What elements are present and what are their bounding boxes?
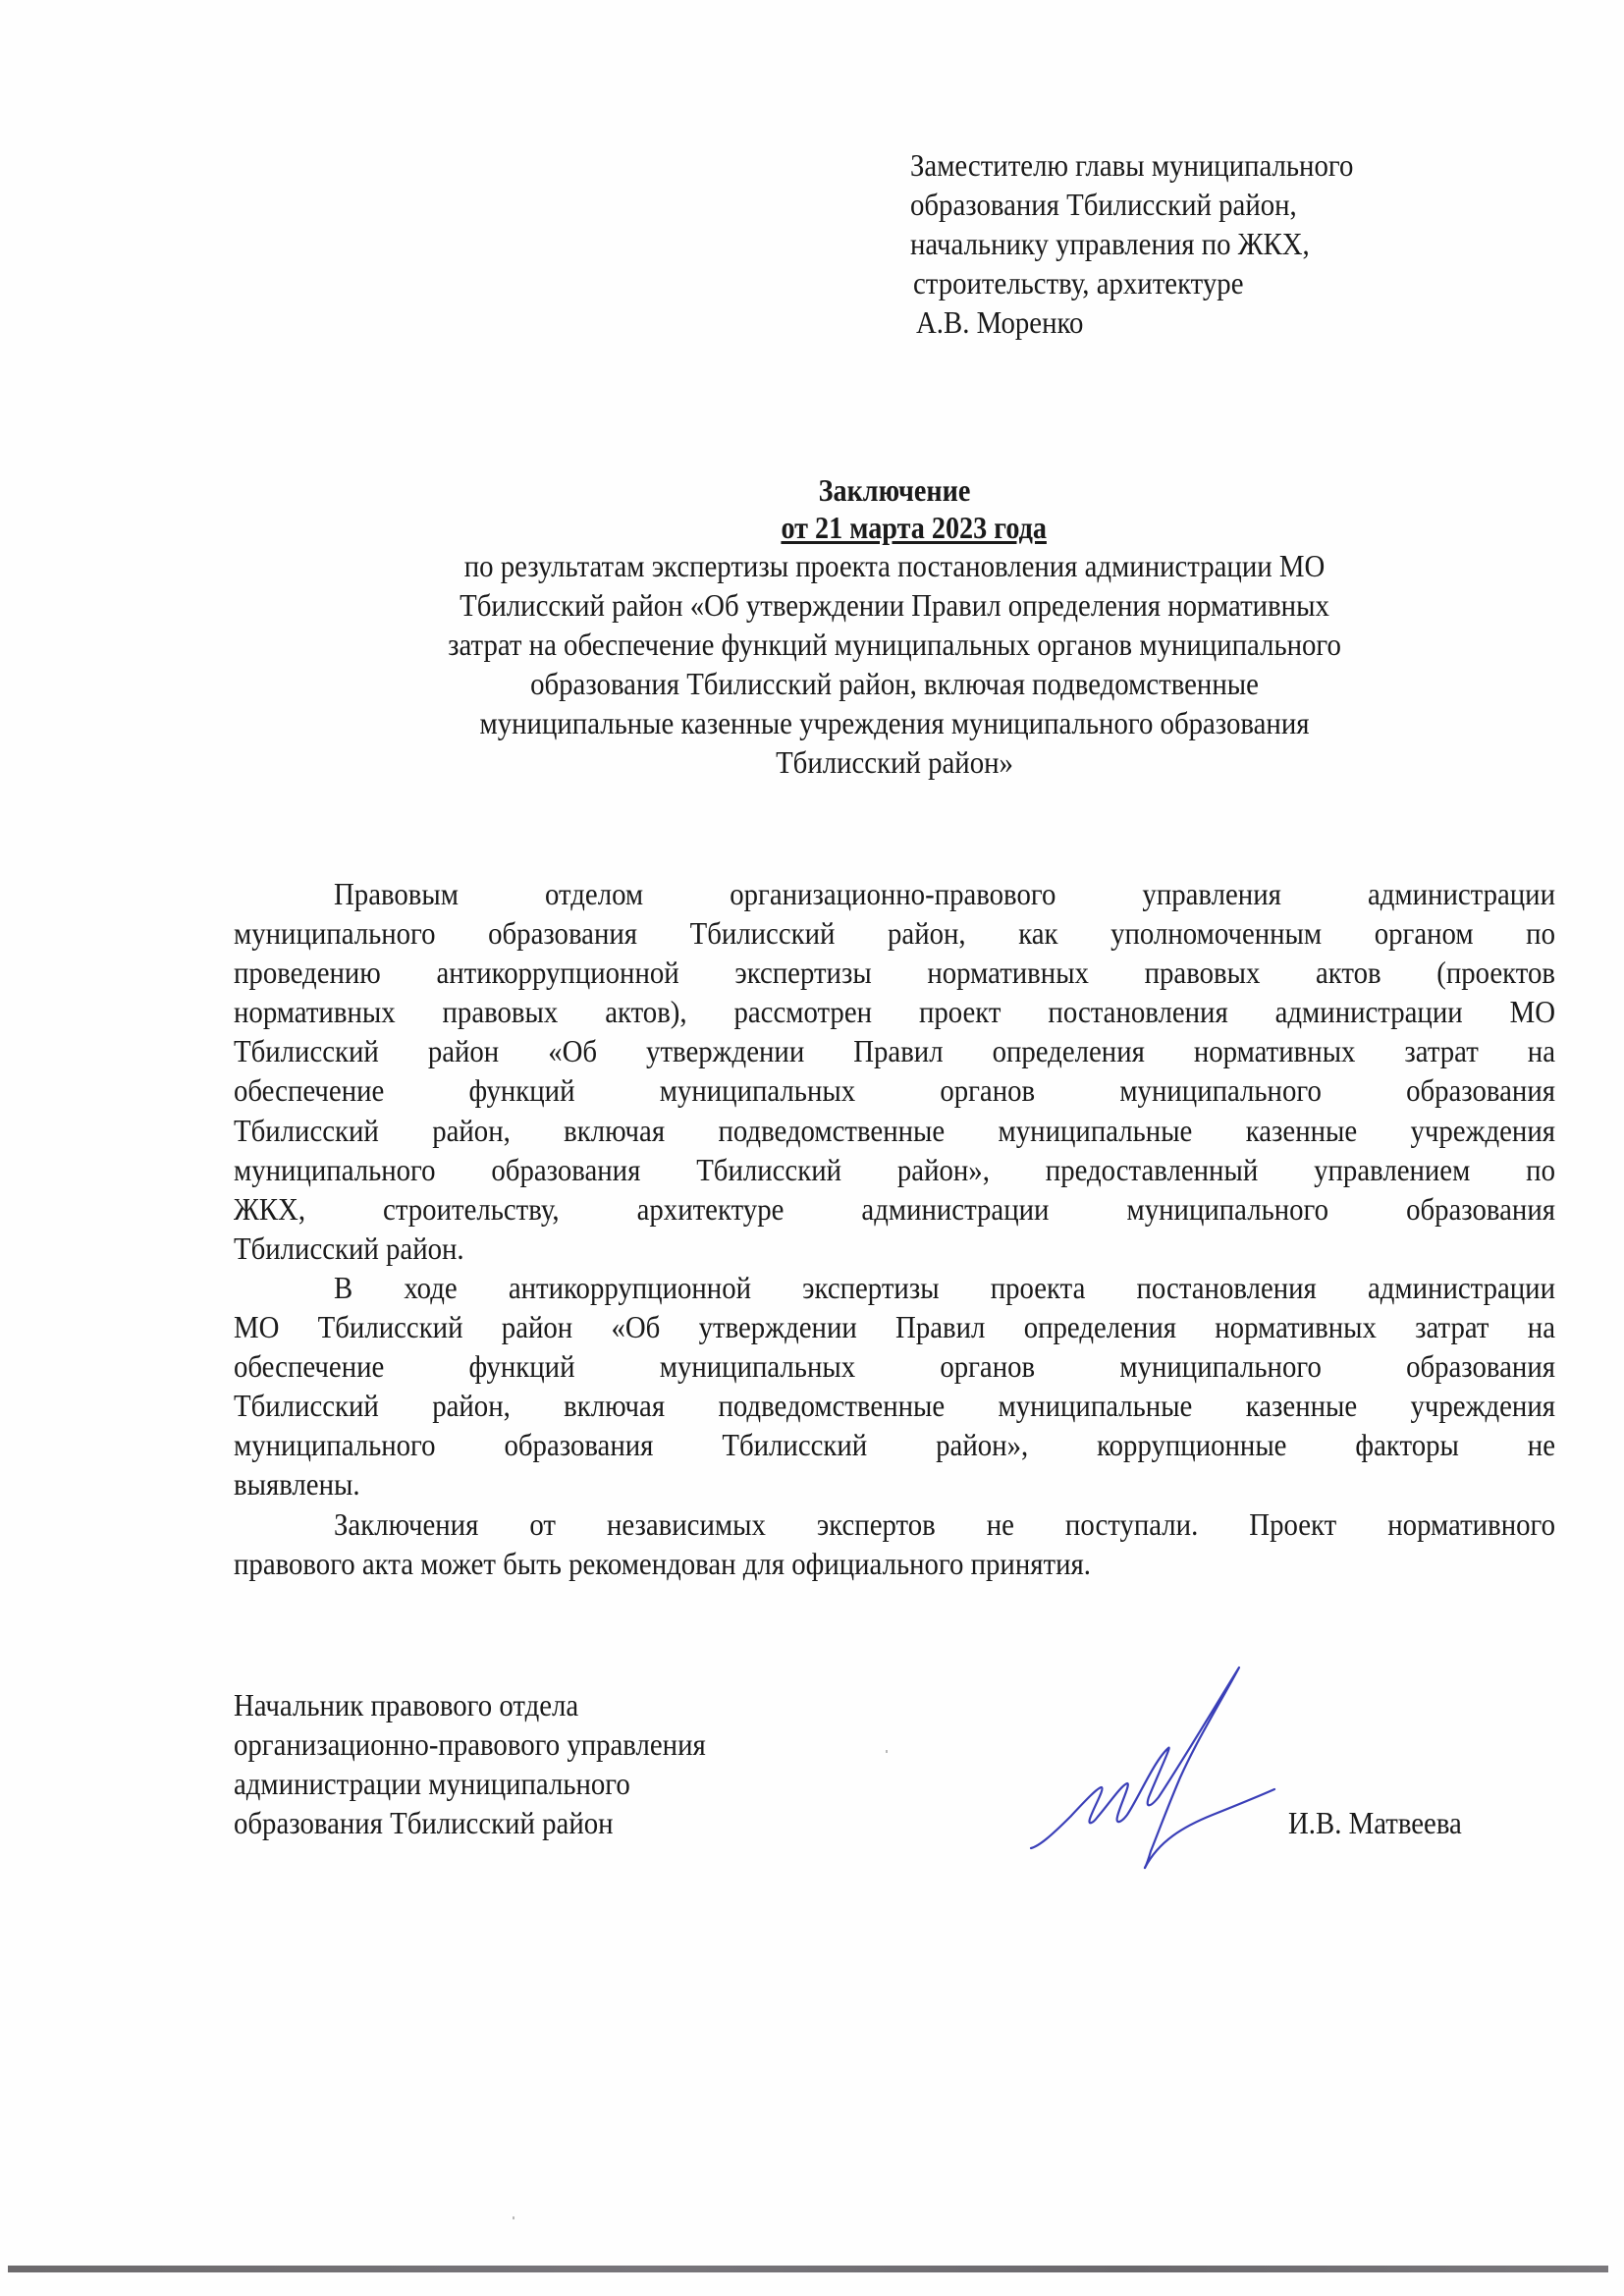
body-line: Тбилисский район «Об утверждении Правил определения нормативных затрат на bbox=[234, 1033, 1555, 1069]
signatory-position bbox=[234, 1685, 758, 1842]
body-line: муниципального образования Тбилисский район, как уполномоченным органом по bbox=[234, 915, 1555, 952]
body-line: обеспечение функций муниципальных органов муниципального образования bbox=[234, 1072, 1555, 1109]
signature-stroke bbox=[1031, 1667, 1239, 1868]
body-line: ЖКХ, строительству, архитектуре администрации муниципального образования bbox=[234, 1190, 1555, 1227]
body-line: Заключения от независимых экспертов не поступали. Проект нормативного bbox=[334, 1505, 1555, 1542]
signature-stroke bbox=[1145, 1789, 1274, 1868]
body-line: муниципального образования Тбилисский район», предоставленный управлением по bbox=[234, 1151, 1555, 1187]
body-line: проведению антикоррупционной экспертизы нормативных правовых актов (проектов bbox=[234, 955, 1555, 991]
body-line: нормативных правовых актов), рассмотрен проект постановления администрации МО bbox=[234, 994, 1555, 1030]
body-paragraph bbox=[234, 874, 1555, 1268]
body-line: Тбилисский район, включая подведомственные муниципальные казенные учреждения bbox=[234, 1112, 1555, 1148]
body-paragraph bbox=[234, 1268, 1555, 1504]
body-line: В ходе антикоррупционной экспертизы проекта постановления администрации bbox=[334, 1269, 1555, 1305]
addressee-block bbox=[910, 145, 1597, 342]
subject-line: Тбилисский район» bbox=[776, 744, 1013, 780]
body-line: МО Тбилисский район «Об утверждении Правил определения нормативных затрат на bbox=[234, 1309, 1555, 1345]
scan-edge-bar bbox=[8, 2266, 1608, 2272]
subject-line: Тбилисский район «Об утверждении Правил определения нормативных bbox=[460, 587, 1329, 623]
body-paragraph bbox=[234, 1504, 1555, 1583]
position-line: организационно-правового управления bbox=[234, 1726, 706, 1762]
handwritten-signature-icon bbox=[1011, 1640, 1286, 1895]
body-line: Тбилисский район. bbox=[234, 1230, 464, 1266]
body-line: Тбилисский район, включая подведомственные муниципальные казенные учреждения bbox=[234, 1388, 1555, 1424]
body-line: Правовым отделом организационно-правового управления администрации bbox=[334, 876, 1555, 911]
body-line: правового акта может быть рекомендован для официального принятия. bbox=[234, 1545, 1091, 1581]
document-title: Заключение bbox=[818, 472, 971, 508]
addressee-line: Заместителю главы муниципального bbox=[910, 147, 1354, 183]
subject-line: образования Тбилисский район, включая подведомственные bbox=[530, 666, 1259, 701]
position-line: администрации муниципального bbox=[234, 1766, 630, 1801]
addressee-line: начальнику управления по ЖКХ, bbox=[910, 226, 1310, 261]
document-date: от 21 марта 2023 года bbox=[781, 510, 1048, 545]
subject-line: муниципальные казенные учреждения муниципального образования bbox=[479, 705, 1310, 740]
body-line: обеспечение функций муниципальных органов муниципального образования bbox=[234, 1348, 1555, 1385]
scan-speck bbox=[886, 1750, 888, 1753]
body-line: выявлены. bbox=[234, 1466, 360, 1503]
body-line: муниципального образования Тбилисский район», коррупционные факторы не bbox=[234, 1427, 1555, 1463]
position-line: образования Тбилисский район bbox=[234, 1805, 614, 1840]
addressee-line: строительству, архитектуре bbox=[913, 265, 1244, 301]
document-subject bbox=[234, 546, 1555, 782]
subject-line: по результатам экспертизы проекта постановления администрации МО bbox=[463, 548, 1326, 583]
position-line: Начальник правового отдела bbox=[234, 1687, 579, 1722]
addressee-name: А.В. Моренко bbox=[916, 304, 1084, 340]
addressee-line: образования Тбилисский район, bbox=[910, 187, 1297, 222]
scan-speck bbox=[513, 2216, 514, 2219]
signatory-name: И.В. Матвеева bbox=[1288, 1805, 1462, 1840]
subject-line: затрат на обеспечение функций муниципальных органов муниципального bbox=[448, 627, 1341, 662]
document-body bbox=[234, 874, 1555, 1583]
conclusion-title-block bbox=[234, 471, 1555, 782]
